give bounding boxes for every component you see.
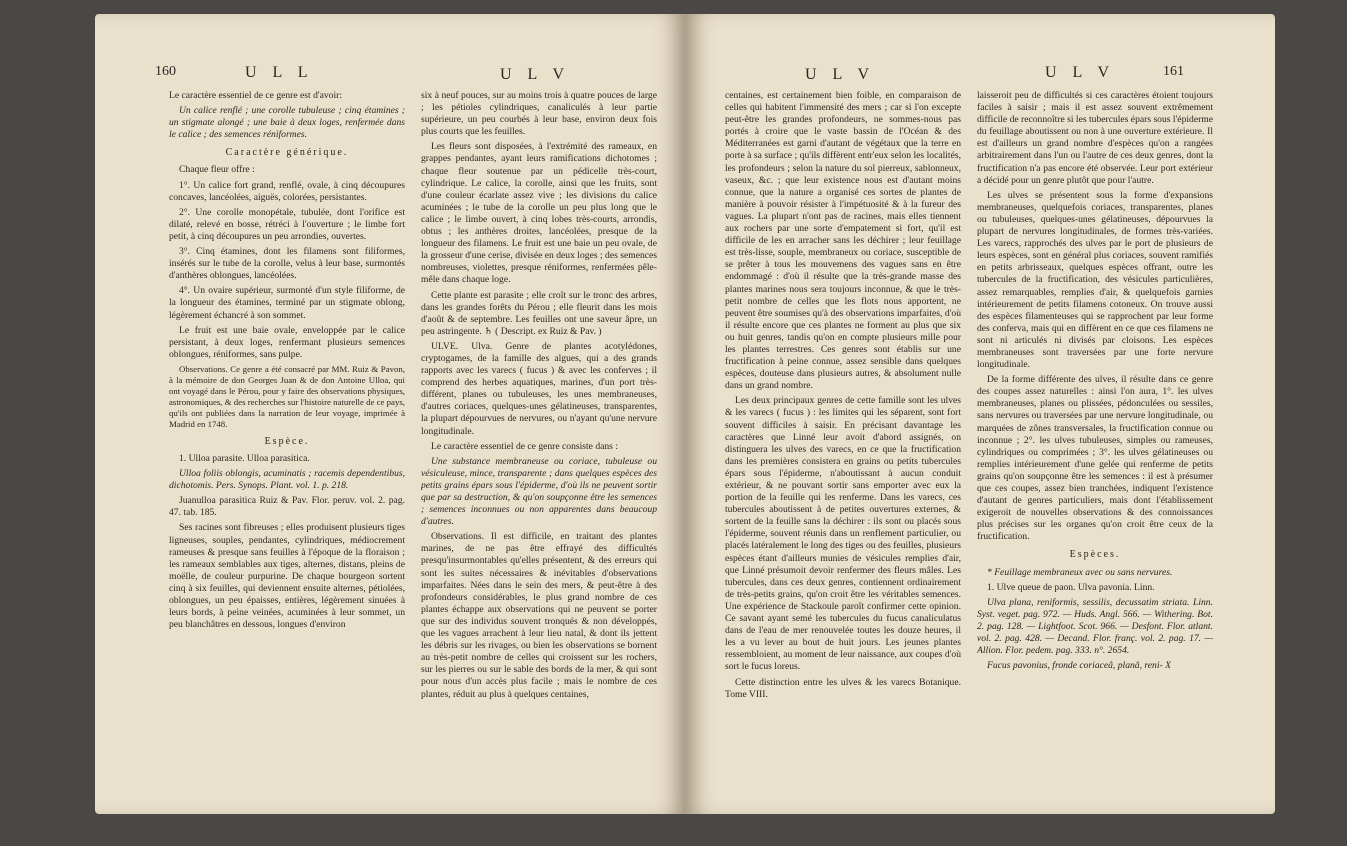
paragraph: Observations. Ce genre a été consacré par MM. Ruiz & Pavon, à la mémoire de don Georges Juan & de don Antoine Ulloa, qui ont voyagé dans le Pérou, pour y faire des observations physiques, astronomiques, & des recherches sur l'histoire naturelle de ce pays, qu'ils ont publiées dans la narration de leur voyage, imprimée à Madrid en 1748. (169, 363, 405, 429)
paragraph: Observations. Il est difficile, en traitant des plantes marines, de ne pas être effrayé des difficultés presqu'insurmontables qu'elles présentent, & des erreurs qui sont les suites nécessaires & inévitables d'observations imparfaites. Nées dans le sein des mers, & peut-être à des profondeurs considérables, le plus grand nombre de ces plantes échappe aux observations qui ne peuvent se porter que sur des individus souvent tronqués & non développés, que les vagues arrachent à leur lieu natal, & dont ils jettent les débris sur les rivages, ou bien les observations se bornent au très-petit nombre de celles qui croissent sur les rochers, sur les pierres ou sur le sable des bords de la mer, & qui sont pour nous d'un accès plus facile ; mais le nombre de ces plantes, réduit au plus à quelques centaines, (421, 531, 657, 700)
paragraph: Un calice renflé ; une corolle tubuleuse ; cinq étamines ; un stigmate alongé ; une baie à deux loges, renfermée dans le calice ; des semences réniformes. (169, 105, 405, 141)
paragraph: * Feuillage membraneux avec ou sans nervures. (987, 566, 1173, 578)
paragraph: Ulloa foliis oblongis, acuminatis ; racemis dependentibus, dichotomis. Pers. Synops. Plant. vol. 1. p. 218. (169, 468, 405, 492)
right-column-1 (725, 90, 961, 790)
left-running-head-b: U L V (500, 66, 570, 83)
paragraph: Juanulloa parasitica Ruiz & Pav. Flor. peruv. vol. 2. pag. 47. tab. 185. (169, 495, 405, 519)
paragraph: laisseroit peu de difficultés si ces caractères étoient toujours faciles à saisir ; mais il est assez souvent extrêmement difficile de reconnoître si les tubercules épars sous l'épiderme du feuillage aboutissent ou non à une ouverture extérieure. Il est d'ailleurs un grand nombre d'espèces qu'on a rangées arbitrairement dans l'un ou l'autre de ces deux genres, dont la fructification n'a pas encore été observée. Leur port extérieur a décidé pour un genre plutôt que pour l'autre. (977, 90, 1213, 186)
paragraph: Une substance membraneuse ou coriace, tubuleuse ou vésiculeuse, mince, transparente ; dans quelques espèces des petits grains épars sous l'épiderme, d'où ils ne peuvent sortir que par sa destruction, & qu'on soupçonne être les semences ; semences inconnues ou non apparentes dans beaucoup d'autres. (421, 455, 657, 528)
section-heading: Caractère générique. (225, 147, 349, 159)
paragraph: Cette plante est parasite ; elle croît sur le tronc des arbres, dans les grandes forêts du Pérou ; elle fleurit dans les mois d'août & de septembre. Les feuilles ont une saveur âpre, un peu astringente. ♄ ( Descript. ex Ruiz & Pav. ) (421, 289, 657, 337)
paragraph: Le caractère essentiel de ce genre consiste dans : (431, 440, 618, 452)
right-running-head-b: U L V (1045, 64, 1115, 81)
section-heading: Espèces. (1069, 549, 1121, 561)
paragraph: ULVE. Ulva. Genre de plantes acotylédones, cryptogames, de la famille des algues, qui a des grands rapports avec les varecs ( fucus ) & avec les conferves ; il comprend des herbes aquatiques, marines, d'un port très-différent, planes ou tubuleuses, les unes membraneuses, d'autres coriaces, quelques-unes gélatineuses, transparentes, la plupart dépourvues de nervures, ou n'ayant qu'une nervure longitudinale. (421, 340, 657, 437)
section-heading: Espèce. (264, 435, 310, 447)
paragraph: 1. Ulloa parasite. Ulloa parasitica. (179, 452, 310, 464)
paragraph: Le fruit est une baie ovale, enveloppée par le calice persistant, à deux loges, renfermant plusieurs semences oblongues, réniformes, sans pulpe. (169, 324, 405, 360)
paragraph: De la forme différente des ulves, il résulte dans ce genre des coupes assez naturelles : ainsi l'on aura, 1°. les ulves membraneuses, planes ou plissées, pédonculées ou sessiles, sans nervures ou traversées par une nervure longitudinale, ou marquées de zônes transversales, la fructification connue ou inconnue ; 2°. les ulves tubuleuses, simples ou rameuses, cylindriques ou comprimées ; 3°. les ulves gélatineuses ou remplies intérieurement d'une gelée qui renferme de petits grains qu'on soupçonne être les semences : il est à présumer que ces coupes, assez bien tranchées, indiquent l'existence d'autant de genres particuliers, mais dont l'établissement exigeroit de nouvelles observations & des connoissances plus précises sur les organes qu'on croit être ceux de la fructification. (977, 374, 1213, 543)
right-folio: 161 (1163, 64, 1184, 79)
paragraph: Ses racines sont fibreuses ; elles produisent plusieurs tiges ligneuses, souples, pendantes, cylindriques, médiocrement rameuses & presque sans feuilles à l'époque de la floraison ; les rameaux semblables aux tiges, alternes, distans, pleins de moëlle, de couleur purpurine. De chaque bourgeon sortent cinq à six feuilles, qui deviennent ensuite alternes, pétiolées, oblongues, un peu épaisses, entières, légèrement sinuées à leurs bords, à peine veinées, acuminées à leur sommet, un peu blanchâtres en dessous, longues d'environ (169, 522, 405, 631)
paragraph: Chaque fleur offre : (179, 164, 255, 176)
paragraph: Les ulves se présentent sous la forme d'expansions membraneuses, quelquefois coriaces, transparentes, planes ou tubuleuses, quelques-unes gélatineuses, dépourvues la plupart de nervures longitudinales, de formes très-variées. Les varecs, rapprochés des ulves par le port de plusieurs de leurs espèces, sont en général plus coriaces, souvent ramifiés en petits arbrisseaux, quelques espèces offrant, outre les tubercules de la fructification, des vésicules particulières, assez remarquables, remplies d'air, & quelquefois garnies intérieurement de petits filamens cotoneux. On trouve aussi des espèces filamenteuses qui se rapprochent par leur forme des conferva, mais qui en diffèrent en ce que ces filamens ne sont ni articulés ni divisés par cloisons. Les espèces membraneuses sont traversées par une forte nervure longitudinale. (977, 189, 1213, 371)
left-folio: 160 (155, 64, 176, 79)
paragraph: 1°. Un calice fort grand, renflé, ovale, à cinq découpures concaves, lancéolées, aiguës, colorées, persistantes. (169, 179, 405, 203)
left-column-2 (421, 90, 657, 790)
paragraph: Les fleurs sont disposées, à l'extrémité des rameaux, en grappes pendantes, ayant leurs ramifications dichotomes ; chaque fleur soutenue par un pédicelle très-court, cylindrique. Le calice, la corolle, ainsi que les fruits, sont d'une couleur écarlate assez vive ; les divisions du calice acuminées ; le tube de la corolle un peu plus long que le calice ; le limbe ouvert, à cinq lobes très-courts, arrondis, obtus ; les anthères droites, lancéolées, presque de la longueur des filamens. Le fruit est une baie un peu ovale, de la grosseur d'une cerise, divisée en deux loges ; des semences nombreuses, violettes, presque réniformes, renfermées pêle-mêle dans chaque loge. (421, 141, 657, 286)
left-page (95, 14, 685, 814)
paragraph: Fucus pavonius, fronde coriaceâ, planâ, reni- X (987, 660, 1171, 672)
left-running-head-a: U L L (245, 64, 314, 81)
paragraph: Cette distinction entre les ulves & les varecs Botanique. Tome VIII. (725, 676, 961, 700)
paragraph: 3°. Cinq étamines, dont les filamens sont filiformes, insérés sur le tube de la corolle, velus à leur base, surmontés d'anthères oblongues, lancéolées. (169, 246, 405, 282)
paragraph: Le caractère essentiel de ce genre est d'avoir: (169, 90, 342, 101)
left-column-1 (169, 90, 405, 790)
paragraph: centaines, est certainement bien foible, en comparaison de celles qui habitent l'immensité des mers ; car si l'on excepte peut-être les grandes profondeurs, ne sommes-nous pas portés à croire que le vaste bassin de l'Océan & des Méditerranées est garni d'autant de végétaux que la terre en porte à sa surface ; qu'ils diffèrent entr'eux selon les localités, les profondeurs ; selon la nature du sol pierreux, sablonneux, vaseux, &c. ; que leur existence nous est d'autant moins connue, que la nature a organisé ces sortes de plantes de manière à pouvoir résister à l'impétuosité & à la fureur des vagues. La plupart n'ont pas de racines, mais elles tiennent aux rochers par une sorte d'empatement si fort, qu'il est difficile de les en arracher sans les déchirer ; leur feuillage est très-lisse, souple, membraneux ou coriace, susceptible de se prêter à tous les mouvemens des vagues sans en être endommagé : d'où il résulte que la très-grande masse des plantes marines nous sera toujours inconnue, & que le très-petit nombre de celles que les flots nous apportent, ne peuvent être soumises qu'à des observations imparfaites, d'où il résulte encore que ces plantes ne forment au plus que six ou huit genres, tandis qu'on en compte plusieurs mille pour les plantes terrestres. Ces genres sont établis sur une fructification à peine connue, assez sensible dans quelques espèces, douteuse dans plusieurs autres, & absolument nulle dans un grand nombre. (725, 90, 961, 392)
paragraph: Les deux principaux genres de cette famille sont les ulves & les varecs ( fucus ) : les limites qui les séparent, sont fort souvent difficiles à saisir. En précisant davantage les caractères que Linné leur avoit d'abord assignés, on distinguera les ulves des varecs, en ce que la fructification dans les premières consistera en grains ou petits tubercules épars sous l'épiderme, n'aboutissant à aucun conduit extérieur, & ne pouvant sortir sans emporter avec eux la portion de la feuille qui les renferme. Dans les varecs, ces tubercules aboutissent à de petites ouvertures externes, & sortent de la feuille sans la déchirer : ils sont ou placés sous l'épiderme, souvent réunis dans un renflement particulier, ou placés latéralement le long des tiges ou des feuilles, plusieurs espèces étant d'ailleurs munies de vésicules remplies d'air, que Linné présumoit devoir renfermer des fleurs mâles. Les tubercules, dans ces deux genres, contiennent ordinairement de très-petits grains, qu'on croit être les véritables semences. Une expérience de Stackoule paroît confirmer cette opinion. Ce savant ayant semé les tubercules du fucus canaliculatus dans de l'eau de mer renouvelée toutes les douze heures, il les a vu lever au bout de huit jours. Les jeunes plantes ressembloient, au moment de leur naissance, aux coupes d'où sort le fucus loreus. (725, 395, 961, 673)
paragraph: 4°. Un ovaire supérieur, surmonté d'un style filiforme, de la longueur des étamines, terminé par un stigmate oblong, légèrement échancré à son sommet. (169, 285, 405, 321)
paragraph: six à neuf pouces, sur au moins trois à quatre pouces de large ; les pétioles cylindriques, canaliculés à leur partie supérieure, un peu courbés à leur base, environ deux fois plus courts que les feuilles. (421, 90, 657, 138)
right-page (685, 14, 1275, 814)
right-column-2 (977, 90, 1213, 790)
paragraph: Ulva plana, reniformis, sessilis, decussatim striata. Linn. Syst. veget. pag. 972. — Huds. Angl. 566. — Withering. Bot. 2. pag. 128. — Lightfoot. Scot. 966. — Desfont. Flor. atlant. vol. 2. pag. 428. — Decand. Flor. franç. vol. 2. pag. 17. — Allion. Flor. pedem. pag. 333. n°. 2654. (977, 596, 1213, 657)
paragraph: 1. Ulve queue de paon. Ulva pavonia. Linn. (987, 581, 1155, 593)
paragraph: 2°. Une corolle monopétale, tubulée, dont l'orifice est dilaté, relevé en bosse, rétréci à l'ouverture ; le limbe fort petit, à cinq découpures un peu arrondies, ouvertes. (169, 206, 405, 242)
open-book (95, 14, 1275, 814)
right-running-head-a: U L V (805, 66, 875, 83)
